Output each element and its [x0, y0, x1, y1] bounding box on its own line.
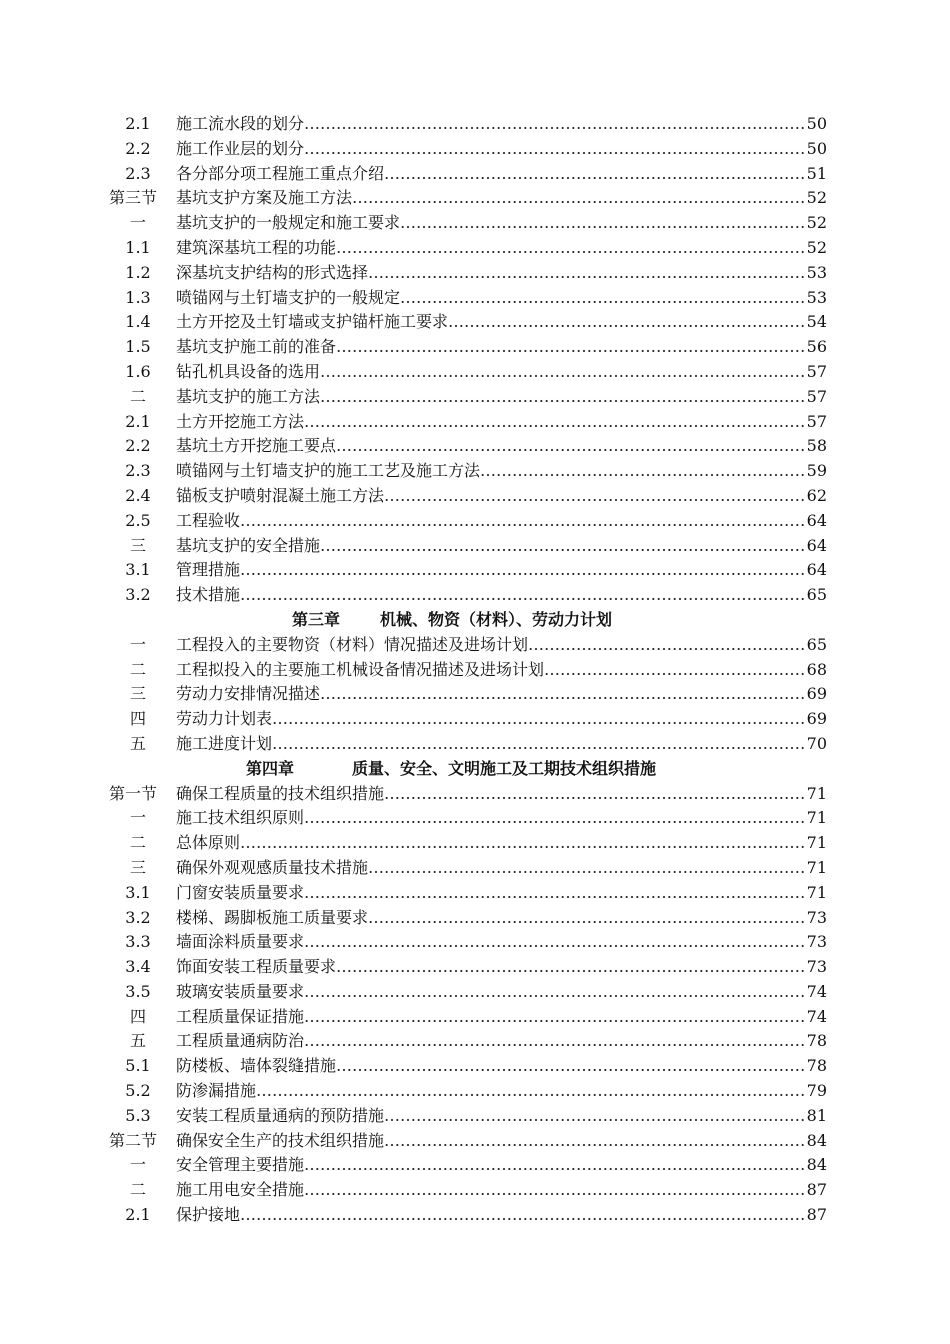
- toc-entry[interactable]: [0, 633, 950, 658]
- toc-entry[interactable]: [0, 1104, 950, 1129]
- toc-entry-number: 三: [129, 684, 146, 704]
- toc-dot-leader: [304, 137, 807, 162]
- toc-entry[interactable]: [0, 906, 950, 931]
- toc-dot-leader: [240, 1203, 807, 1228]
- toc-entry-page-number: 65: [806, 634, 827, 654]
- toc-entry-line: [176, 484, 827, 509]
- toc-entry[interactable]: [0, 310, 950, 335]
- toc-entry-line: [176, 162, 827, 187]
- toc-entry-line: [176, 1104, 827, 1129]
- toc-entry[interactable]: [0, 583, 950, 608]
- toc-entry-title: 施工作业层的划分: [176, 138, 305, 158]
- toc-entry-number: 二: [129, 833, 146, 853]
- toc-entry-title: 确保外观观感质量技术措施: [176, 857, 369, 877]
- toc-entry-number: 一: [129, 808, 146, 828]
- toc-entry-number: 1.3: [125, 287, 151, 307]
- toc-entry-number: 一: [129, 634, 146, 654]
- toc-dot-leader: [368, 856, 807, 881]
- toc-entry[interactable]: [0, 1178, 950, 1203]
- toc-entry[interactable]: [0, 682, 950, 707]
- toc-entry-title: 安全管理主要措施: [176, 1155, 305, 1175]
- toc-entry-number: 五: [129, 733, 146, 753]
- toc-group-chapter2-tail: [0, 112, 950, 608]
- toc-dot-leader: [304, 1153, 807, 1178]
- toc-entry-line: [176, 558, 827, 583]
- toc-entry-line: [176, 385, 827, 410]
- toc-entry-title: 施工技术组织原则: [176, 808, 305, 828]
- toc-entry-page-number: 78: [806, 1056, 827, 1076]
- toc-dot-leader: [368, 906, 807, 931]
- toc-entry-page-number: 64: [806, 560, 827, 580]
- toc-entry[interactable]: [0, 162, 950, 187]
- toc-dot-leader: [336, 434, 807, 459]
- toc-entry-title: 各分部分项工程施工重点介绍: [176, 163, 385, 183]
- toc-entry-page-number: 57: [806, 411, 827, 431]
- toc-entry-number: 三: [129, 535, 146, 555]
- toc-entry-title: 工程验收: [176, 510, 241, 530]
- toc-entry-line: [176, 930, 827, 955]
- toc-entry[interactable]: [0, 881, 950, 906]
- toc-entry-title: 劳动力安排情况描述: [176, 684, 321, 704]
- toc-entry-page-number: 84: [806, 1155, 827, 1175]
- toc-entry[interactable]: [0, 707, 950, 732]
- toc-entry-page-number: 52: [806, 188, 827, 208]
- toc-entry-line: [176, 112, 827, 137]
- toc-entry-title: 基坑支护的安全措施: [176, 535, 321, 555]
- toc-dot-leader: [240, 509, 807, 534]
- chapter-4-heading[interactable]: [0, 757, 950, 782]
- toc-dot-leader: [384, 162, 807, 187]
- toc-entry-number: 3.2: [125, 585, 151, 605]
- toc-entry-page-number: 57: [806, 361, 827, 381]
- toc-entry[interactable]: [0, 434, 950, 459]
- toc-dot-leader: [448, 310, 807, 335]
- toc-entry-title: 工程质量保证措施: [176, 1006, 305, 1026]
- toc-group-chapter3: [0, 633, 950, 757]
- toc-entry[interactable]: [0, 534, 950, 559]
- toc-entry-number: 5.2: [125, 1081, 151, 1101]
- toc-entry-page-number: 50: [806, 138, 827, 158]
- chapter-title: 质量、安全、文明施工及工期技术组织措施: [352, 758, 657, 778]
- toc-entry-title: 基坑土方开挖施工要点: [176, 436, 337, 456]
- toc-dot-leader: [240, 558, 807, 583]
- toc-entry-title: 确保工程质量的技术组织措施: [176, 783, 385, 803]
- toc-entry-page-number: 52: [806, 237, 827, 257]
- toc-dot-leader: [384, 484, 807, 509]
- toc-entry[interactable]: [0, 484, 950, 509]
- toc-dot-leader: [304, 1178, 807, 1203]
- toc-entry[interactable]: [0, 211, 950, 236]
- toc-entry[interactable]: [0, 459, 950, 484]
- toc-entry-number: 5.1: [125, 1056, 151, 1076]
- chapter-3-heading[interactable]: [0, 608, 950, 633]
- toc-entry-title: 基坑支护的一般规定和施工要求: [176, 213, 401, 233]
- toc-entry[interactable]: [0, 1129, 950, 1154]
- toc-entry-number: 二: [129, 1180, 146, 1200]
- toc-entry-line: [176, 856, 827, 881]
- toc-entry-line: [176, 286, 827, 311]
- toc-entry[interactable]: [0, 658, 950, 683]
- toc-entry[interactable]: [0, 261, 950, 286]
- toc-entry-number: 三: [129, 857, 146, 877]
- toc-entry-title: 钻孔机具设备的选用: [176, 361, 321, 381]
- toc-dot-leader: [304, 1029, 807, 1054]
- toc-entry-line: [176, 310, 827, 335]
- toc-entry[interactable]: [0, 335, 950, 360]
- toc-entry-line: [176, 335, 827, 360]
- toc-entry-page-number: 71: [806, 808, 827, 828]
- toc-entry-page-number: 68: [806, 659, 827, 679]
- toc-entry[interactable]: [0, 806, 950, 831]
- toc-dot-leader: [272, 707, 807, 732]
- toc-dot-leader: [336, 236, 807, 261]
- toc-entry[interactable]: [0, 831, 950, 856]
- toc-entry-line: [176, 1153, 827, 1178]
- toc-entry-line: [176, 633, 827, 658]
- toc-entry-line: [176, 1178, 827, 1203]
- toc-entry-page-number: 53: [806, 287, 827, 307]
- toc-entry-page-number: 73: [806, 932, 827, 952]
- toc-entry-page-number: 50: [806, 114, 827, 133]
- toc-dot-leader: [480, 459, 807, 484]
- toc-entry-title: 管理措施: [176, 560, 241, 580]
- toc-entry-number: 3.3: [125, 932, 151, 952]
- toc-entry-line: [176, 137, 827, 162]
- toc-entry-title: 工程质量通病防治: [176, 1031, 305, 1051]
- toc-entry[interactable]: [0, 112, 950, 137]
- toc-entry-line: [176, 459, 827, 484]
- toc-dot-leader: [304, 410, 807, 435]
- toc-entry-title: 施工进度计划: [176, 733, 273, 753]
- toc-dot-leader: [336, 335, 807, 360]
- toc-entry-title: 保护接地: [176, 1205, 241, 1225]
- toc-entry-page-number: 73: [806, 907, 827, 927]
- table-of-contents: [0, 112, 950, 1228]
- toc-entry-page-number: 62: [806, 485, 827, 505]
- toc-dot-leader: [336, 955, 807, 980]
- toc-entry-line: [176, 261, 827, 286]
- toc-entry-number: 3.5: [125, 981, 151, 1001]
- toc-entry-line: [176, 955, 827, 980]
- toc-entry-number: 四: [129, 1006, 146, 1026]
- toc-entry-number: 2.1: [125, 114, 151, 133]
- toc-entry[interactable]: [0, 980, 950, 1005]
- toc-entry-number: 二: [129, 386, 146, 406]
- toc-entry-title: 防楼板、墙体裂缝措施: [176, 1056, 337, 1076]
- toc-entry-line: [176, 211, 827, 236]
- toc-entry[interactable]: [0, 1153, 950, 1178]
- toc-entry[interactable]: [0, 186, 950, 211]
- toc-dot-leader: [240, 583, 807, 608]
- toc-entry-line: [176, 434, 827, 459]
- toc-entry-page-number: 87: [806, 1180, 827, 1200]
- toc-dot-leader: [304, 1005, 807, 1030]
- toc-entry-line: [176, 236, 827, 261]
- toc-entry-page-number: 71: [806, 882, 827, 902]
- toc-dot-leader: [272, 732, 807, 757]
- toc-entry-number: 5.3: [125, 1105, 151, 1125]
- toc-entry-line: [176, 732, 827, 757]
- toc-entry-title: 楼梯、踢脚板施工质量要求: [176, 907, 369, 927]
- toc-entry-page-number: 53: [806, 262, 827, 282]
- toc-entry-line: [176, 682, 827, 707]
- toc-entry[interactable]: [0, 286, 950, 311]
- toc-dot-leader: [304, 881, 807, 906]
- toc-group-chapter4: [0, 782, 950, 1228]
- toc-dot-leader: [256, 1079, 807, 1104]
- toc-entry-number: 第一节: [109, 783, 158, 803]
- toc-entry-line: [176, 583, 827, 608]
- toc-entry[interactable]: [0, 856, 950, 881]
- toc-dot-leader: [304, 980, 807, 1005]
- toc-entry-page-number: 57: [806, 386, 827, 406]
- toc-entry[interactable]: [0, 1029, 950, 1054]
- toc-entry-line: [176, 360, 827, 385]
- toc-entry-title: 饰面安装工程质量要求: [176, 957, 337, 977]
- toc-entry-title: 技术措施: [176, 585, 241, 605]
- toc-entry-number: 1.1: [125, 237, 151, 257]
- toc-entry-title: 玻璃安装质量要求: [176, 981, 305, 1001]
- toc-entry-line: [176, 509, 827, 534]
- toc-entry-number: 一: [129, 1155, 146, 1175]
- toc-entry[interactable]: [0, 1203, 950, 1228]
- toc-dot-leader: [368, 261, 807, 286]
- toc-entry-page-number: 69: [806, 709, 827, 729]
- toc-entry-page-number: 78: [806, 1031, 827, 1051]
- toc-entry-title: 土方开挖及土钉墙或支护锚杆施工要求: [176, 312, 449, 332]
- toc-dot-leader: [320, 385, 807, 410]
- toc-dot-leader: [384, 1104, 807, 1129]
- toc-entry-page-number: 71: [806, 833, 827, 853]
- toc-entry[interactable]: [0, 137, 950, 162]
- toc-entry-number: 2.3: [125, 461, 151, 481]
- chapter-number: 第四章: [246, 758, 295, 778]
- toc-entry-page-number: 52: [806, 213, 827, 233]
- toc-entry-number: 2.1: [125, 411, 151, 431]
- toc-entry[interactable]: [0, 410, 950, 435]
- toc-entry[interactable]: [0, 732, 950, 757]
- toc-entry-title: 喷锚网与土钉墙支护的施工工艺及施工方法: [176, 461, 481, 481]
- toc-dot-leader: [304, 112, 807, 137]
- toc-dot-leader: [384, 1129, 807, 1154]
- toc-entry-title: 喷锚网与土钉墙支护的一般规定: [176, 287, 401, 307]
- toc-entry-number: 二: [129, 659, 146, 679]
- toc-entry[interactable]: [0, 558, 950, 583]
- toc-entry-title: 劳动力计划表: [176, 709, 273, 729]
- toc-dot-leader: [400, 211, 807, 236]
- toc-entry-number: 一: [129, 213, 146, 233]
- toc-entry[interactable]: [0, 236, 950, 261]
- toc-entry-page-number: 71: [806, 783, 827, 803]
- toc-entry[interactable]: [0, 385, 950, 410]
- toc-entry-number: 第三节: [109, 188, 158, 208]
- toc-entry-line: [176, 410, 827, 435]
- toc-entry-page-number: 79: [806, 1081, 827, 1101]
- toc-dot-leader: [352, 186, 807, 211]
- toc-entry-page-number: 69: [806, 684, 827, 704]
- toc-dot-leader: [400, 286, 807, 311]
- toc-entry[interactable]: [0, 1079, 950, 1104]
- toc-dot-leader: [320, 360, 807, 385]
- toc-entry-title: 基坑支护方案及施工方法: [176, 188, 353, 208]
- toc-entry-line: [176, 1054, 827, 1079]
- toc-entry-title: 土方开挖施工方法: [176, 411, 305, 431]
- toc-dot-leader: [544, 658, 807, 683]
- toc-entry-line: [176, 534, 827, 559]
- toc-dot-leader: [320, 682, 807, 707]
- toc-entry-number: 3.1: [125, 882, 151, 902]
- toc-entry-line: [176, 980, 827, 1005]
- toc-entry-line: [176, 831, 827, 856]
- toc-entry[interactable]: [0, 1005, 950, 1030]
- toc-entry-number: 1.2: [125, 262, 151, 282]
- toc-entry-line: [176, 707, 827, 732]
- toc-entry[interactable]: [0, 955, 950, 980]
- toc-entry-line: [176, 906, 827, 931]
- toc-entry-page-number: 73: [806, 957, 827, 977]
- toc-entry-line: [176, 1203, 827, 1228]
- toc-entry-line: [176, 1005, 827, 1030]
- toc-entry-line: [176, 658, 827, 683]
- toc-entry[interactable]: [0, 930, 950, 955]
- toc-entry-line: [176, 806, 827, 831]
- toc-entry-title: 工程拟投入的主要施工机械设备情况描述及进场计划: [176, 659, 545, 679]
- toc-entry-number: 2.1: [125, 1205, 151, 1225]
- toc-entry-page-number: 81: [806, 1105, 827, 1125]
- toc-dot-leader: [320, 534, 807, 559]
- toc-entry-page-number: 59: [806, 461, 827, 481]
- toc-entry-page-number: 71: [806, 857, 827, 877]
- toc-dot-leader: [304, 806, 807, 831]
- toc-entry-page-number: 74: [806, 1006, 827, 1026]
- toc-entry-title: 安装工程质量通病的预防措施: [176, 1105, 385, 1125]
- toc-entry-page-number: 65: [806, 585, 827, 605]
- toc-entry-number: 2.2: [125, 436, 151, 456]
- toc-entry-title: 工程投入的主要物资（材料）情况描述及进场计划: [176, 634, 529, 654]
- toc-entry-page-number: 56: [806, 337, 827, 357]
- toc-entry-number: 3.2: [125, 907, 151, 927]
- toc-entry-number: 3.1: [125, 560, 151, 580]
- toc-dot-leader: [336, 1054, 807, 1079]
- chapter-title: 机械、物资（材料）、劳动力计划: [380, 609, 613, 629]
- toc-entry-title: 防渗漏措施: [176, 1081, 257, 1101]
- toc-entry[interactable]: [0, 1054, 950, 1079]
- toc-entry-page-number: 70: [806, 733, 827, 753]
- toc-entry-number: 2.3: [125, 163, 151, 183]
- toc-entry-number: 1.5: [125, 337, 151, 357]
- toc-dot-leader: [528, 633, 807, 658]
- toc-entry-number: 五: [129, 1031, 146, 1051]
- toc-entry-number: 2.4: [125, 485, 151, 505]
- toc-entry-line: [176, 881, 827, 906]
- toc-entry-title: 锚板支护喷射混凝土施工方法: [176, 485, 385, 505]
- toc-entry-title: 施工用电安全措施: [176, 1180, 305, 1200]
- toc-entry-number: 第二节: [109, 1130, 158, 1150]
- toc-entry-page-number: 74: [806, 981, 827, 1001]
- toc-entry-title: 施工流水段的划分: [176, 114, 305, 133]
- toc-entry-number: 2.5: [125, 510, 151, 530]
- toc-entry-line: [176, 782, 827, 807]
- toc-entry-page-number: 64: [806, 510, 827, 530]
- toc-entry-title: 基坑支护施工前的准备: [176, 337, 337, 357]
- chapter-number: 第三章: [292, 609, 341, 629]
- toc-dot-leader: [384, 782, 807, 807]
- toc-entry-number: 1.6: [125, 361, 151, 381]
- toc-entry-page-number: 87: [806, 1205, 827, 1225]
- toc-entry-title: 建筑深基坑工程的功能: [176, 237, 337, 257]
- toc-entry[interactable]: [0, 360, 950, 385]
- toc-entry-page-number: 84: [806, 1130, 827, 1150]
- toc-entry-line: [176, 1029, 827, 1054]
- toc-entry-title: 门窗安装质量要求: [176, 882, 305, 902]
- toc-dot-leader: [240, 831, 807, 856]
- toc-entry[interactable]: [0, 509, 950, 534]
- toc-entry-page-number: 58: [806, 436, 827, 456]
- toc-entry-page-number: 54: [806, 312, 827, 332]
- toc-entry-title: 确保安全生产的技术组织措施: [176, 1130, 385, 1150]
- toc-entry-number: 2.2: [125, 138, 151, 158]
- toc-entry[interactable]: [0, 782, 950, 807]
- toc-entry-page-number: 51: [806, 163, 827, 183]
- toc-entry-line: [176, 1129, 827, 1154]
- toc-entry-title: 总体原则: [176, 833, 241, 853]
- toc-dot-leader: [304, 930, 807, 955]
- toc-entry-line: [176, 1079, 827, 1104]
- toc-entry-number: 3.4: [125, 957, 151, 977]
- toc-entry-title: 基坑支护的施工方法: [176, 386, 321, 406]
- toc-entry-page-number: 64: [806, 535, 827, 555]
- toc-entry-number: 1.4: [125, 312, 151, 332]
- toc-entry-title: 深基坑支护结构的形式选择: [176, 262, 369, 282]
- toc-entry-number: 四: [129, 709, 146, 729]
- toc-entry-title: 墙面涂料质量要求: [176, 932, 305, 952]
- toc-entry-line: [176, 186, 827, 211]
